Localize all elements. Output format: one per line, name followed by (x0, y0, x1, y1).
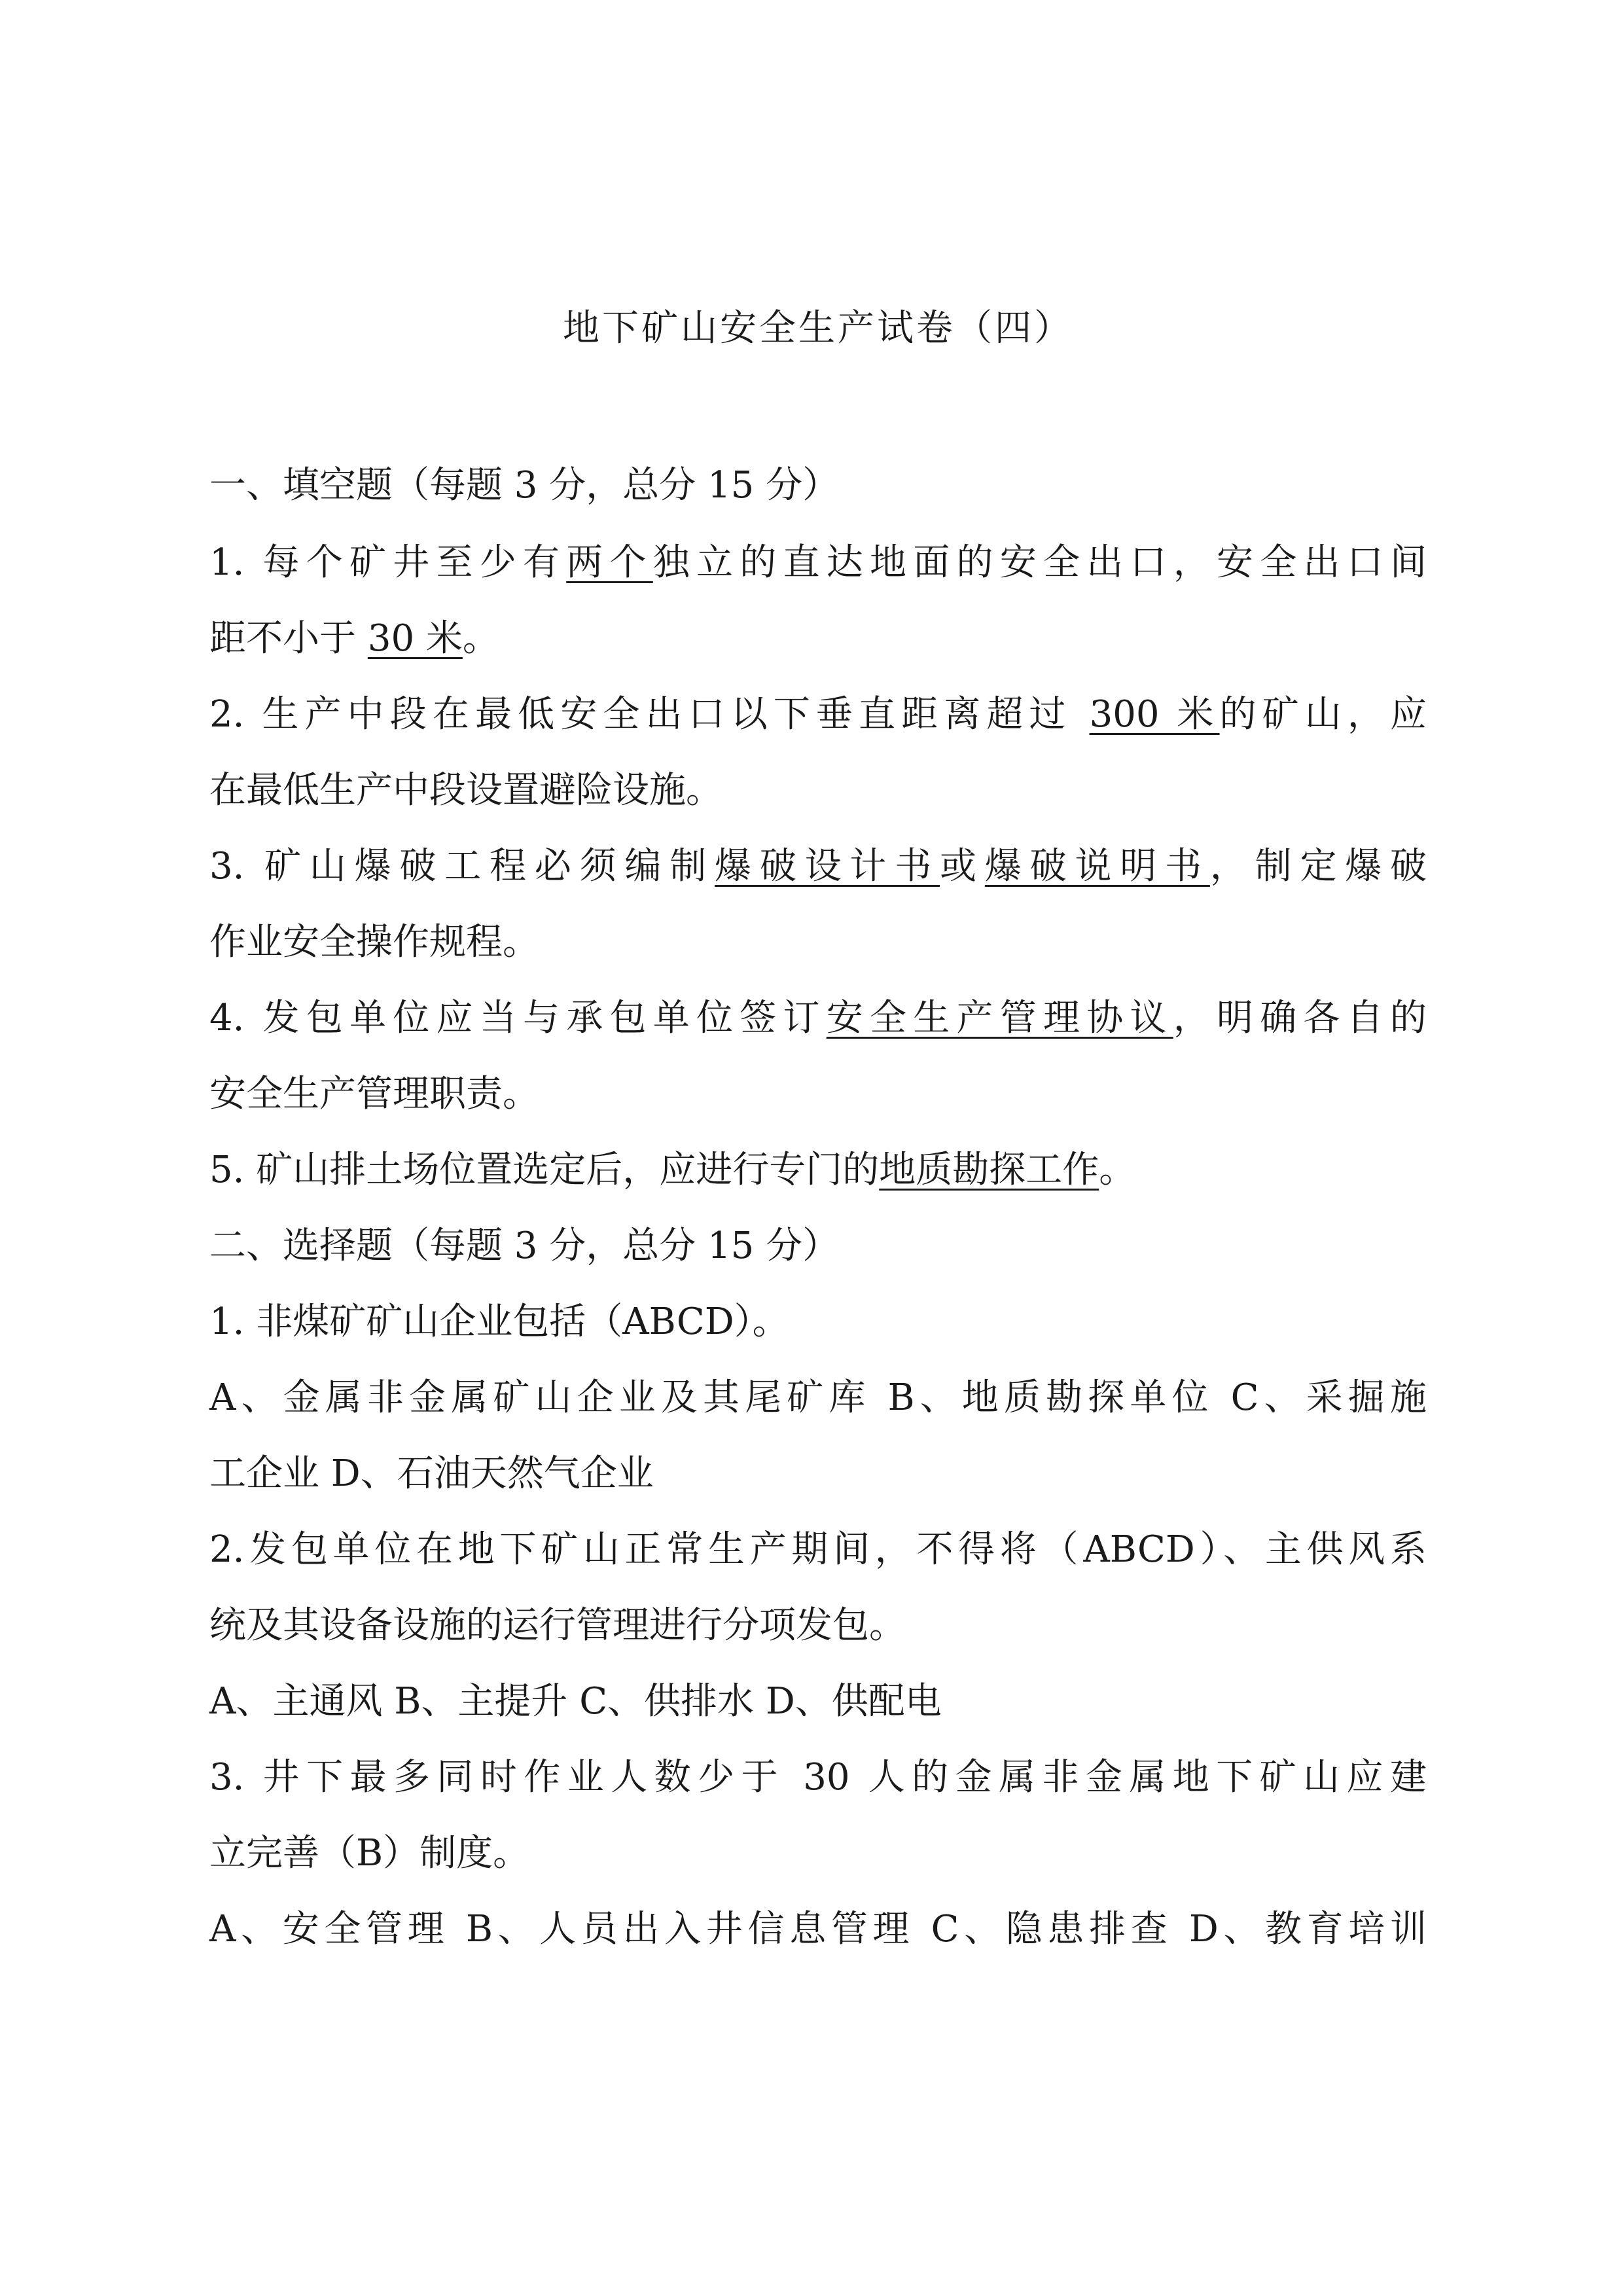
question-1-line-2 (209, 613, 1427, 665)
answer-blank: 爆破设计书 (715, 845, 940, 888)
choice-question-1-stem: 1. 非煤矿矿山企业包括（ABCD）。 (209, 1300, 789, 1343)
question-4-line-1 (209, 992, 1427, 1045)
text: ，制定爆破 (1209, 845, 1427, 888)
answer-blank: 300 米 (1089, 693, 1220, 736)
choice-question-1-options-line-2: 工企业 D、石油天然气企业 (209, 1452, 654, 1495)
choice-question-3-stem-line-2: 立完善（B）制度。 (209, 1832, 530, 1874)
answer-blank: 地质勘探工作 (879, 1149, 1099, 1191)
choice-question-1-options-line-1: A、金属非金属矿山企业及其尾矿库 B、地质勘探单位 C、采掘施 (209, 1376, 1427, 1419)
question-2-line-1 (209, 689, 1427, 741)
answer-blank: 爆破说明书 (984, 845, 1210, 888)
answer-blank: 30 米 (367, 617, 463, 660)
text: 。 (1099, 1149, 1136, 1191)
question-5-line-1 (209, 1144, 1427, 1196)
section-heading-multiple-choice: 二、选择题（每题 3 分，总分 15 分） (209, 1225, 840, 1267)
question-2-line-2: 在最低生产中段设置避险设施。 (209, 769, 722, 812)
question-1-line-1 (209, 537, 1427, 589)
question-4-line-2: 安全生产管理职责。 (209, 1073, 539, 1115)
text: 的矿山，应 (1219, 693, 1427, 736)
section-heading-fill-blank: 一、填空题（每题 3 分，总分 15 分） (209, 464, 840, 507)
answer-blank: 安全生产管理协议 (826, 997, 1173, 1039)
text: 3. 矿山爆破工程必须编制 (209, 845, 715, 888)
choice-question-2-options: A、主通风 B、主提升 C、供排水 D、供配电 (209, 1680, 942, 1723)
text: 1. 每个矿井至少有 (209, 541, 567, 584)
answer-blank: 两个 (566, 541, 653, 584)
text: ，明确各自的 (1173, 997, 1427, 1039)
text: 或 (940, 845, 985, 888)
question-3-line-1 (209, 840, 1427, 893)
text: 独立的直达地面的安全出口，安全出口间 (652, 541, 1427, 584)
text: 距不小于 (209, 617, 368, 660)
choice-question-2-stem-line-1: 2.发包单位在地下矿山正常生产期间，不得将（ABCD）、主供风系 (209, 1528, 1427, 1571)
text: 2. 生产中段在最低安全出口以下垂直距离超过 (209, 693, 1090, 736)
question-3-line-2: 作业安全操作规程。 (209, 921, 539, 963)
text: 5. 矿山排土场位置选定后，应进行专门的 (209, 1149, 880, 1191)
document-title: 地下矿山安全生产试卷（四） (563, 307, 1073, 350)
choice-question-3-options: A、安全管理 B、人员出入井信息管理 C、隐患排查 D、教育培训 (209, 1908, 1427, 1950)
choice-question-3-stem-line-1: 3. 井下最多同时作业人数少于 30 人的金属非金属地下矿山应建 (209, 1756, 1427, 1799)
choice-question-2-stem-line-2: 统及其设备设施的运行管理进行分项发包。 (209, 1604, 906, 1647)
text: 4. 发包单位应当与承包单位签订 (209, 997, 827, 1039)
text: 。 (462, 617, 499, 660)
